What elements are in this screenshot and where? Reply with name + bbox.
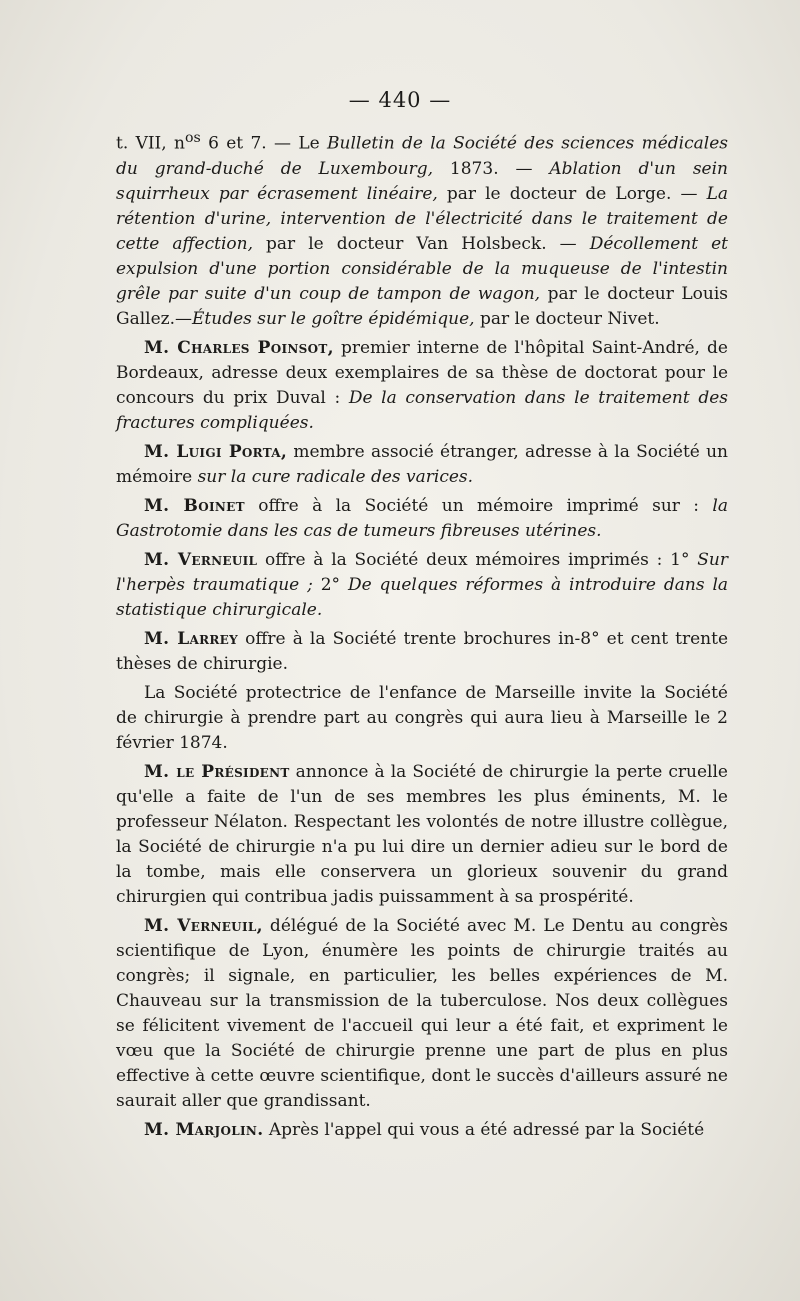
- body-text: [116, 126, 728, 1143]
- italic-title: la Gastrotomie dans les cas de tumeurs fibreuses utérines.: [116, 495, 728, 541]
- paragraph-president: [116, 760, 728, 910]
- italic-title: Ablation d'un sein squirrheux par écrasement linéaire,: [116, 158, 728, 204]
- text-span: 6 et 7. — Le: [200, 133, 328, 154]
- italic-title: Bulletin de la Société des sciences médicales du grand-duché de Luxembourg,: [116, 133, 728, 179]
- paragraph-poinsot: [116, 336, 728, 436]
- text-span: offre à la Société deux mémoires imprimés : 1°: [257, 549, 698, 570]
- text-span: délégué de la Société avec M. Le Dentu au congrès scientifique de Lyon, énumère les points de chirurgie traités au congrès; il signale, en particulier, les belles expériences de M. Chauveau sur la transmission de la tuberculose. Nos deux collègues se félicitent vivement de l'accueil qui leur a été fait, et expriment le vœu que la Société de chirurgie prenne une part de plus en plus effective à cette œuvre scientifique, dont le succès d'ailleurs assuré ne saurait aller que grandissant.: [116, 915, 728, 1111]
- text-span: offre à la Société trente brochures in-8° et cent trente thèses de chirurgie.: [116, 628, 729, 674]
- italic-title: Études sur le goître épidémique,: [192, 308, 475, 329]
- speaker-name: M. Larrey: [144, 628, 238, 649]
- text-span: 1873. —: [433, 158, 550, 179]
- superscript: os: [184, 130, 201, 146]
- speaker-name: M. Verneuil,: [144, 915, 263, 936]
- paragraph-verneuil-memoires: [116, 548, 728, 623]
- page-number: — 440 —: [348, 88, 452, 112]
- speaker-name: M. le Président: [144, 761, 290, 782]
- italic-title: De quelques réformes à introduire dans la statistique chirurgicale.: [116, 574, 729, 620]
- italic-title: Décollement et expulsion d'une portion considérable de la muqueuse de l'intestin grêle par suite d'un coup de tampon de wagon,: [116, 233, 728, 304]
- speaker-name: M. Boinet: [144, 495, 245, 516]
- text-span: premier interne de l'hôpital Saint-André, de Bordeaux, adresse deux exemplaires de sa thèse de doctorat pour le concours du prix Duval :: [116, 337, 728, 408]
- text-span: Après l'appel qui vous a été adressé par la Société: [263, 1119, 705, 1140]
- text-span: annonce à la Société de chirurgie la perte cruelle qu'elle a faite de l'un de ses membres les plus éminents, M. le professeur Nélaton. Respectant les volontés de notre illustre collègue, la Société de chirurgie n'a pu lui dire un dernier adieu sur le bord de la tombe, mais elle conservera un glorieux souvenir du grand chirurgien qui contribua jadis puissamment à sa prospérité.: [116, 761, 728, 907]
- italic-title: La rétention d'urine, intervention de l'électricité dans le traitement de cette affection,: [116, 183, 728, 254]
- paragraph-larrey: [116, 627, 728, 677]
- paragraph-marseille: [116, 681, 728, 756]
- speaker-name: M. Luigi Porta,: [144, 441, 288, 462]
- text-span: membre associé étranger, adresse à la Société un mémoire: [116, 441, 728, 487]
- paragraph-boinet: [116, 494, 728, 544]
- text-span: t. VII, n: [116, 133, 185, 154]
- text-span: par le docteur Louis Gallez.—: [116, 283, 728, 329]
- italic-title: De la conservation dans le traitement des fractures compliquées.: [116, 387, 728, 433]
- speaker-name: M. Marjolin.: [144, 1119, 264, 1140]
- text-span: La Société protectrice de l'enfance de Marseille invite la Société de chirurgie à prendre part au congrès qui aura lieu à Marseille le 2 février 1874.: [116, 682, 728, 753]
- paragraph-marjolin: [116, 1118, 728, 1143]
- speaker-name: M. Charles Poinsot,: [144, 337, 334, 358]
- text-span: par le docteur Nivet.: [474, 308, 660, 329]
- italic-title: Sur l'herpès traumatique ;: [116, 549, 728, 595]
- paragraph-porta: [116, 440, 728, 490]
- paragraph-bulletin: [116, 126, 728, 332]
- text-span: 2°: [312, 574, 348, 595]
- italic-title: sur la cure radicale des varices.: [197, 466, 474, 487]
- speaker-name: M. Verneuil: [144, 549, 258, 570]
- text-span: par le docteur de Lorge. —: [437, 183, 707, 204]
- paragraph-verneuil-congres: [116, 914, 728, 1114]
- text-span: par le docteur Van Holsbeck. —: [252, 233, 590, 254]
- text-span: offre à la Société un mémoire imprimé sur :: [244, 495, 713, 516]
